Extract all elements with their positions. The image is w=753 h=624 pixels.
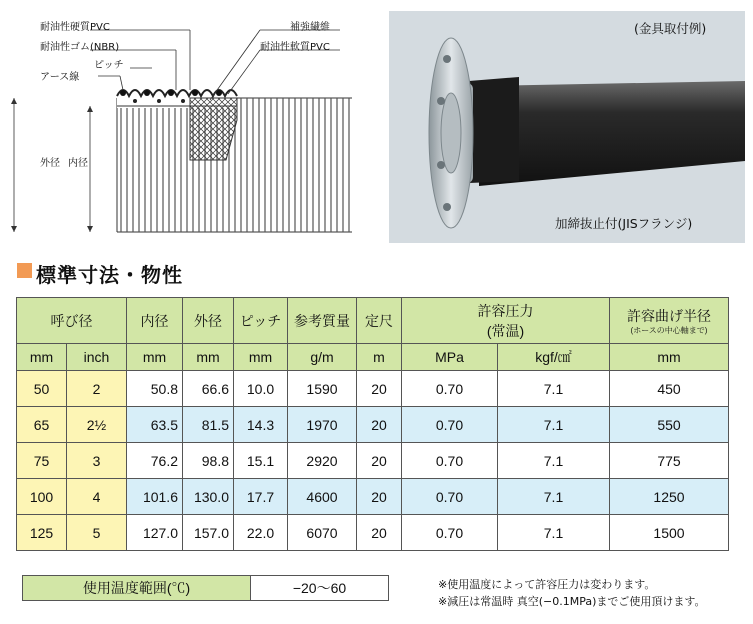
cell-bend: 1500 — [610, 515, 729, 551]
cell-outer: 157.0 — [183, 515, 234, 551]
cell-inner: 127.0 — [127, 515, 183, 551]
section-marker-icon — [17, 263, 32, 278]
cell-inch: 4 — [67, 479, 127, 515]
cell-pitch: 17.7 — [234, 479, 288, 515]
header-inner: 内径 — [127, 298, 183, 344]
cell-kgf: 7.1 — [498, 479, 610, 515]
cell-outer: 130.0 — [183, 479, 234, 515]
cell-pitch: 15.1 — [234, 443, 288, 479]
cell-mass: 4600 — [288, 479, 357, 515]
cell-mpa: 0.70 — [402, 479, 498, 515]
cell-mm: 65 — [17, 407, 67, 443]
notes — [438, 576, 706, 610]
cell-kgf: 7.1 — [498, 371, 610, 407]
section-title: 標準寸法・物性 — [36, 263, 183, 287]
cell-inch: 5 — [67, 515, 127, 551]
cell-kgf: 7.1 — [498, 407, 610, 443]
cell-mass: 1590 — [288, 371, 357, 407]
header-length: 定尺 — [357, 298, 402, 344]
label-inner-diameter: 内径 — [68, 158, 88, 169]
cell-mpa: 0.70 — [402, 371, 498, 407]
photo-caption-top: (金具取付例) — [634, 21, 707, 36]
cell-mass: 2920 — [288, 443, 357, 479]
cell-inch: 3 — [67, 443, 127, 479]
table-row — [17, 443, 729, 479]
table-header-row — [17, 298, 729, 344]
unit-mass: g/m — [288, 344, 357, 371]
header-bend-sub: (ホースの中心軸まで) — [630, 325, 708, 335]
cell-outer: 66.6 — [183, 371, 234, 407]
cell-kgf: 7.1 — [498, 515, 610, 551]
cell-mm: 125 — [17, 515, 67, 551]
cell-outer: 98.8 — [183, 443, 234, 479]
unit-length: m — [357, 344, 402, 371]
header-pitch: ピッチ — [234, 298, 288, 344]
header-bend-label: 許容曲げ半径 — [627, 307, 711, 324]
cell-inner: 63.5 — [127, 407, 183, 443]
note-item: ※使用温度によって許容圧力は変わります。 — [438, 578, 656, 591]
photo-caption-bottom: 加締抜止付(JISフランジ) — [555, 216, 693, 231]
cell-outer: 81.5 — [183, 407, 234, 443]
cell-bend: 1250 — [610, 479, 729, 515]
table-row — [17, 407, 729, 443]
unit-pitch: mm — [234, 344, 288, 371]
label-soft-pvc: 耐油性軟質PVC — [260, 42, 330, 53]
header-outer: 外径 — [183, 298, 234, 344]
label-outer-diameter: 外径 — [40, 158, 60, 169]
cell-mass: 1970 — [288, 407, 357, 443]
cell-mm: 100 — [17, 479, 67, 515]
header-pressure-label: 許容圧力 — [477, 302, 534, 319]
cell-bend: 450 — [610, 371, 729, 407]
header-mass: 参考質量 — [288, 298, 357, 344]
cell-mpa: 0.70 — [402, 407, 498, 443]
header-pressure — [402, 298, 610, 344]
cell-inch: 2½ — [67, 407, 127, 443]
flange-hose-illustration — [389, 11, 745, 243]
unit-outer: mm — [183, 344, 234, 371]
cell-kgf: 7.1 — [498, 443, 610, 479]
hose-cross-section-drawing — [0, 0, 385, 245]
cell-inner: 50.8 — [127, 371, 183, 407]
cell-pitch: 22.0 — [234, 515, 288, 551]
unit-inch: inch — [67, 344, 127, 371]
cell-pitch: 10.0 — [234, 371, 288, 407]
hose-structure-diagram — [0, 0, 385, 245]
table-row — [17, 479, 729, 515]
cell-mpa: 0.70 — [402, 443, 498, 479]
unit-inner: mm — [127, 344, 183, 371]
cell-length: 20 — [357, 407, 402, 443]
temperature-range-table — [22, 575, 389, 601]
unit-kgf: kgf/㎠ — [498, 344, 610, 371]
cell-mm: 75 — [17, 443, 67, 479]
unit-mpa: MPa — [402, 344, 498, 371]
temperature-label: 使用温度範囲(℃) — [23, 576, 251, 601]
cell-mass: 6070 — [288, 515, 357, 551]
cell-bend: 550 — [610, 407, 729, 443]
cell-length: 20 — [357, 515, 402, 551]
header-pressure-sub: (常温) — [486, 322, 525, 339]
label-earth-wire: アース線 — [40, 72, 80, 83]
cell-mpa: 0.70 — [402, 515, 498, 551]
unit-bend: mm — [610, 344, 729, 371]
temperature-value: −20〜60 — [251, 576, 389, 601]
cell-bend: 775 — [610, 443, 729, 479]
label-hard-pvc: 耐油性硬質PVC — [40, 22, 110, 33]
table-row — [17, 515, 729, 551]
label-pitch: ピッチ — [94, 60, 124, 71]
table-row — [17, 371, 729, 407]
note-item: ※減圧は常温時 真空(−0.1MPa)までご使用頂けます。 — [438, 595, 706, 608]
cell-inner: 101.6 — [127, 479, 183, 515]
cell-inner: 76.2 — [127, 443, 183, 479]
header-bend — [610, 298, 729, 344]
spec-table — [16, 297, 729, 551]
unit-mm: mm — [17, 344, 67, 371]
flange-photo — [389, 11, 745, 243]
cell-length: 20 — [357, 443, 402, 479]
label-reinforce: 補強繊維 — [290, 22, 330, 33]
cell-inch: 2 — [67, 371, 127, 407]
label-rubber-nbr: 耐油性ゴム(NBR) — [40, 42, 120, 53]
table-units-row — [17, 344, 729, 371]
cell-length: 20 — [357, 371, 402, 407]
cell-pitch: 14.3 — [234, 407, 288, 443]
header-nominal: 呼び径 — [17, 298, 127, 344]
cell-mm: 50 — [17, 371, 67, 407]
cell-length: 20 — [357, 479, 402, 515]
